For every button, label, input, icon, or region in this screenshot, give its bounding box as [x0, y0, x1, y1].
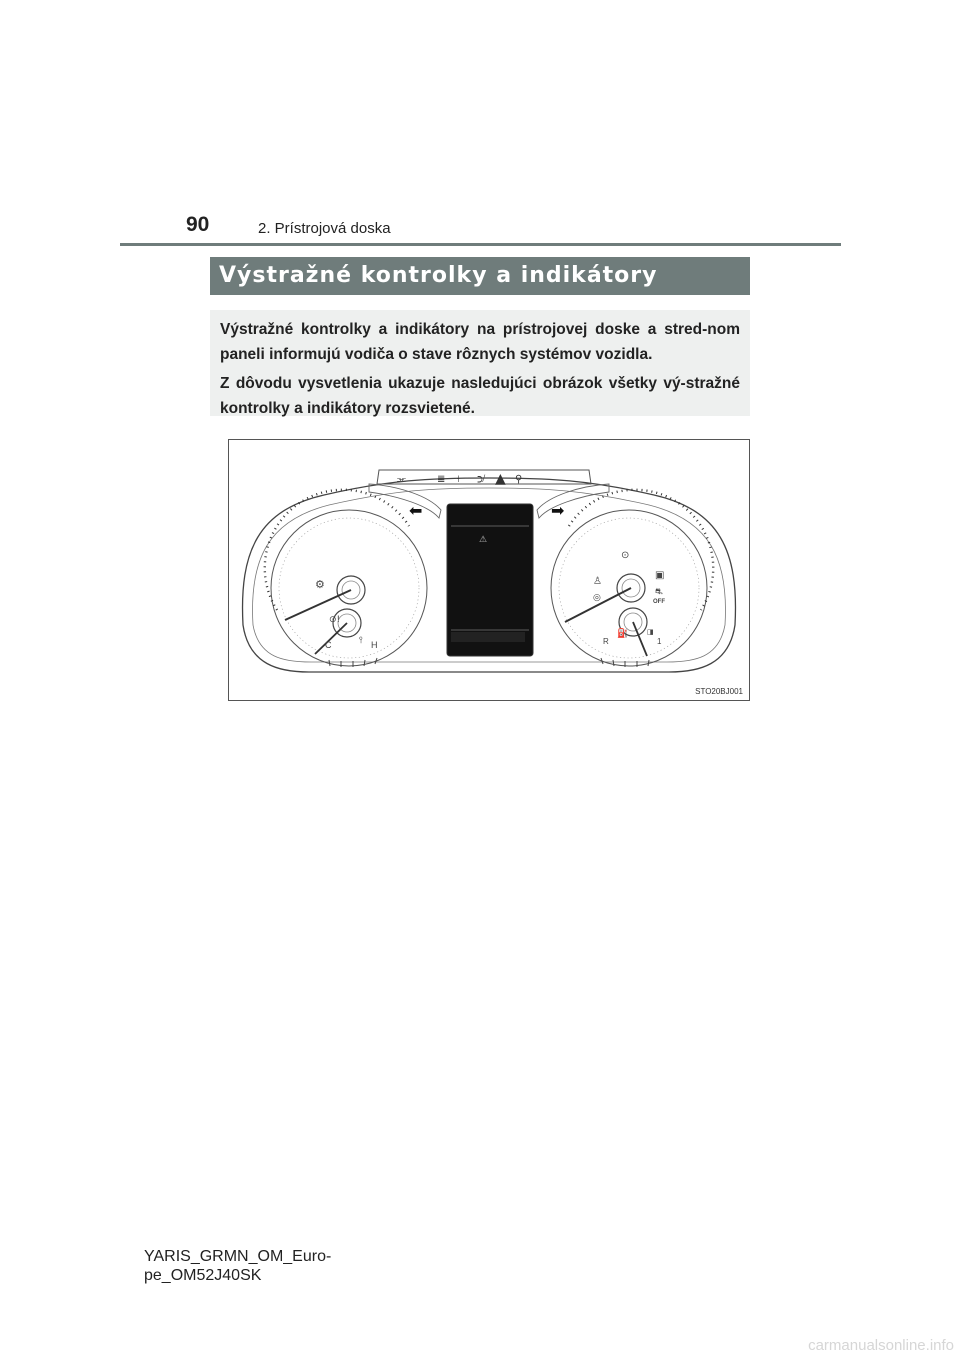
- intro-paragraph-1: Výstražné kontrolky a indikátory na prístrojovej doske a stred-nom paneli informujú vodiča o stave rôznych systémov vozidla.: [220, 321, 740, 363]
- watermark: carmanualsonline.info: [808, 1337, 954, 1354]
- intro-box: [210, 310, 750, 416]
- intro-paragraph-2: Z dôvodu vysvetlenia ukazuje nasledujúci obrázok všetky vý-stražné kontrolky a indikátory rozsvietené.: [220, 375, 740, 417]
- right-wing: [537, 484, 609, 518]
- check-engine-icon: ⚙: [315, 578, 325, 591]
- traction-off-label: OFF: [653, 599, 665, 605]
- traction-control-icon: ⛐: [655, 587, 663, 597]
- footer-line-2: pe_OM52J40SK: [144, 1267, 262, 1284]
- fuel-reserve-label: R: [603, 637, 609, 646]
- coolant-temp-icon: ⫯: [359, 636, 363, 646]
- section-title: 2. Prístrojová doska: [258, 220, 391, 237]
- airbag-icon: ♙: [593, 576, 602, 587]
- instrument-cluster-figure: [228, 439, 750, 701]
- brake-warning-icon: ⊙: [621, 550, 630, 561]
- rear-fog-icon: ⟉: [477, 474, 486, 485]
- right-turn-arrow-icon: ➡: [551, 501, 565, 520]
- heading-title: Výstražné kontrolky a indikátory: [219, 263, 658, 288]
- display-bottom-bar: [451, 632, 525, 642]
- lane-assist-icon: ▣: [655, 570, 665, 581]
- top-indicator-icons: [397, 471, 522, 487]
- oil-warning-icon: ⊙!: [329, 615, 341, 625]
- warning-triangle-icon: ▲: [495, 471, 506, 487]
- figure-code: STO20BJ001: [695, 687, 743, 696]
- fuel-door-icon: ◨: [647, 628, 654, 636]
- header-rule: [120, 243, 841, 246]
- left-turn-arrow-icon: ⬅: [409, 501, 423, 520]
- headlight-icon: ≣: [437, 474, 446, 485]
- fuel-icon: ⛽: [617, 629, 629, 639]
- rear-fog-light-icon: ⫘: [397, 474, 406, 485]
- left-wing: [369, 484, 441, 518]
- display-warning-icon: ⚠: [479, 535, 488, 545]
- instrument-cluster-drawing: [229, 440, 749, 700]
- seatbelt-icon: ⚲: [515, 474, 523, 485]
- tachometer-gauge: [265, 490, 427, 667]
- abs-icon: ◎: [593, 593, 601, 603]
- fuel-full-label: 1: [657, 637, 662, 646]
- hot-label: H: [371, 640, 378, 650]
- footer-line-1: YARIS_GRMN_OM_Euro-: [144, 1248, 332, 1265]
- heading-bar: [210, 257, 750, 295]
- cold-label: C: [325, 640, 332, 650]
- speedometer-gauge: [551, 490, 713, 667]
- footer: [144, 1247, 331, 1285]
- page-number: 90: [186, 213, 210, 236]
- fog-light-icon: ⟊: [457, 474, 460, 485]
